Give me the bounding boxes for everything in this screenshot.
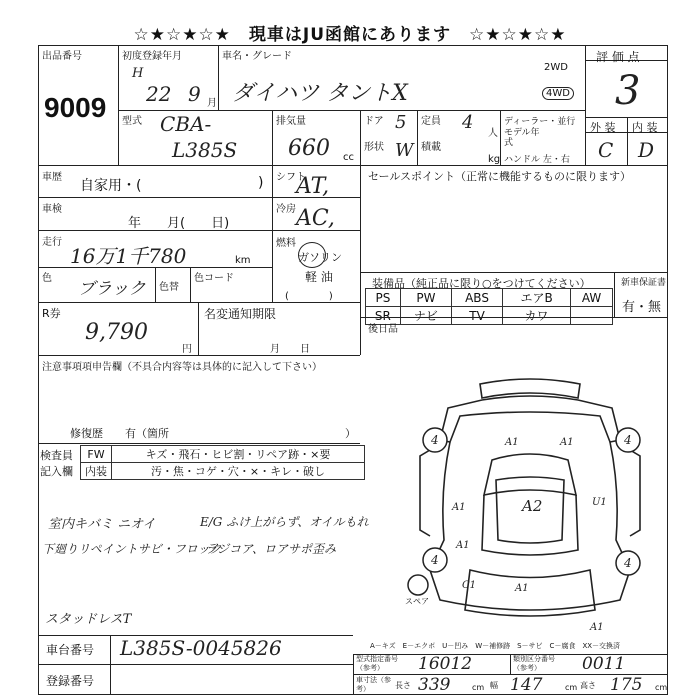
equipment-grid: [365, 288, 613, 325]
int-grade: D: [638, 138, 655, 162]
model-line1: CBA-: [160, 112, 212, 136]
year: 22: [146, 82, 172, 106]
model-year-label: モデル年式: [504, 128, 540, 148]
equip-sr: SR: [366, 307, 401, 325]
history-label: 車歴: [42, 172, 62, 183]
color: ブラック: [78, 279, 146, 299]
inspector-note1: 室内キバミ ニオイ: [48, 517, 156, 532]
equipment-label: 装備品（純正品に限り○をつけてください）: [372, 277, 591, 290]
car-name-label: 車名・グレード: [222, 51, 292, 62]
cc-unit: cc: [343, 152, 354, 163]
score-label: 評 価 点: [596, 50, 640, 64]
inspector-label1: 検査員: [40, 449, 73, 462]
equip-abs: ABS: [452, 289, 503, 307]
dealer-label: ディーラー・並行: [504, 117, 576, 127]
chassis-label: 車台番号: [46, 643, 95, 657]
equip-aw: AW: [571, 289, 613, 307]
damage-mark-6: A1: [456, 540, 470, 551]
interior-text: 汚・焦・コゲ・穴・×・キレ・破し: [112, 463, 365, 480]
month-unit: 月: [207, 98, 217, 109]
score: 3: [615, 68, 641, 114]
shape: W: [395, 140, 414, 161]
lot-number: 9009: [44, 92, 107, 123]
shift-label: シフト: [276, 172, 306, 183]
fuel-diesel: 軽 油: [305, 270, 333, 284]
recycle: 9,790: [85, 320, 148, 345]
chassis-number: L385S-0045826: [120, 636, 282, 660]
capacity: 4: [462, 112, 474, 133]
diagram-legend: A－キズ E－エクボ U－凹み W－補修跡 S－サビ C－腐食 XX－交換済: [370, 642, 621, 650]
recycle-label: R券: [42, 307, 61, 320]
fuel-gas: ガソリン: [298, 251, 342, 264]
tire-mark-fl: 4: [431, 433, 439, 447]
ac: AC,: [296, 206, 335, 231]
length: 339: [418, 675, 451, 695]
height: 175: [610, 675, 643, 695]
damage-mark-2: A1: [560, 437, 574, 448]
model-label: 型式: [122, 116, 142, 127]
equip-navi: ナビ: [400, 307, 451, 325]
displacement-label: 排気量: [276, 116, 306, 127]
displacement: 660: [288, 136, 330, 161]
drive-2wd: 2WD: [544, 62, 568, 73]
height-label: 高さ: [580, 681, 596, 690]
type-number: 16012: [418, 654, 473, 674]
inspector-note2: 下廻りリペイントサビ・フロック: [42, 542, 222, 556]
inspector-note5: スタッドレスT: [45, 612, 132, 627]
repair-history: 修復歴 有（箇所 ）: [70, 427, 356, 440]
color-code-label: 色コード: [194, 273, 234, 284]
tire-mark-rr: 4: [624, 556, 632, 570]
fuel-paren: ( ): [285, 291, 333, 302]
damage-mark-8: A1: [515, 583, 529, 594]
equip-pw: PW: [400, 289, 451, 307]
inspector-note3: E/G ふけ上がらず、オイルもれ: [200, 515, 369, 529]
model-line2: L385S: [172, 138, 238, 162]
class-number: 0011: [582, 654, 626, 674]
equip-ps: PS: [366, 289, 401, 307]
damage-mark-7: C1: [462, 580, 477, 591]
damage-mark-4: U1: [592, 497, 607, 508]
person-unit: 人: [488, 128, 498, 139]
handle-label: ハンドル 左・右: [504, 155, 570, 165]
width-label: 幅: [490, 681, 498, 690]
drive-4wd: 4WD: [542, 87, 574, 100]
month: 9: [188, 82, 201, 106]
notes-label: 注意事項項申告欄（不具合内容等は具体的に記入して下さい）: [42, 362, 322, 373]
interior-label: 内装: [81, 463, 112, 480]
damage-mark-9: A1: [590, 622, 604, 633]
equip-tv: TV: [452, 307, 503, 325]
equip-leather: カワ: [503, 307, 571, 325]
lot-label: 出品番号: [42, 51, 82, 62]
kg-unit: kg: [488, 154, 501, 165]
mileage-label: 走行: [42, 237, 62, 248]
sales-point-label: セールスポイント（正常に機能するものに限ります）: [368, 170, 632, 183]
ext-grade: C: [598, 138, 614, 162]
tire-mark-rl: 4: [431, 553, 439, 567]
damage-mark-3: A2: [522, 497, 543, 515]
shift: AT,: [296, 174, 330, 199]
km-unit: km: [235, 255, 251, 266]
name-change-label: 名変通知期限: [204, 307, 277, 321]
width-unit: cm: [565, 683, 578, 692]
inspector-label2: 記入欄: [40, 465, 73, 478]
first-reg-label: 初度登録年月: [122, 51, 182, 62]
mileage: 16万1千780: [70, 244, 187, 268]
inspector-grid: [80, 445, 365, 480]
damage-mark-5: A1: [452, 502, 466, 513]
doors: 5: [395, 112, 407, 133]
history-close: ): [258, 175, 264, 191]
spare-tire: [408, 575, 428, 595]
damage-mark-1: A1: [505, 437, 519, 448]
dimensions-label: 車寸法（参考）: [356, 676, 391, 693]
length-label: 長さ: [395, 681, 411, 690]
color-change-label: 色替: [159, 282, 179, 293]
era: H: [132, 66, 144, 81]
equip-airbag: エアB: [503, 289, 571, 307]
yen-unit: 円: [182, 344, 192, 355]
inspection-date: 年 月( 日): [128, 216, 230, 231]
banner: ☆★☆★☆★ 現車はJU函館にあります ☆★☆★☆★: [133, 25, 567, 45]
history: 自家用・(: [80, 178, 142, 194]
inspector-note4: ラジコア、ロアサポ歪み: [205, 542, 337, 556]
spare-label: スペア: [405, 597, 429, 606]
name-change-date: 月 日: [270, 344, 310, 355]
fw-label: FW: [81, 446, 112, 463]
length-unit: cm: [472, 683, 485, 692]
doors-label: ドア: [364, 116, 384, 127]
color-label: 色: [42, 273, 52, 284]
retrofit-label: 後日品: [368, 324, 398, 335]
warranty: 有・無: [622, 300, 662, 315]
capacity-label: 定員: [421, 116, 441, 127]
shape-label: 形状: [364, 142, 384, 153]
car-name: ダイハツ タントX: [232, 81, 408, 106]
class-number-label: 類別区分番号（参考）: [513, 655, 555, 672]
fuel-label: 燃料: [276, 238, 296, 249]
width: 147: [510, 675, 543, 695]
inspection-label: 車検: [42, 204, 62, 215]
load-label: 積載: [421, 142, 441, 153]
tire-mark-fr: 4: [624, 433, 632, 447]
ac-label: 冷房: [276, 204, 296, 215]
registration-label: 登録番号: [46, 674, 95, 688]
type-number-label: 型式指定番号（参考）: [356, 655, 398, 672]
fw-text: キズ・飛石・ヒビ割・リペア跡・×要: [112, 446, 365, 463]
warranty-label: 新車保証書: [621, 278, 667, 288]
int-label: 内 装: [632, 121, 658, 134]
height-unit: cm: [655, 683, 668, 692]
fuel-gas-circle: [298, 242, 326, 268]
ext-label: 外 装: [590, 121, 616, 134]
